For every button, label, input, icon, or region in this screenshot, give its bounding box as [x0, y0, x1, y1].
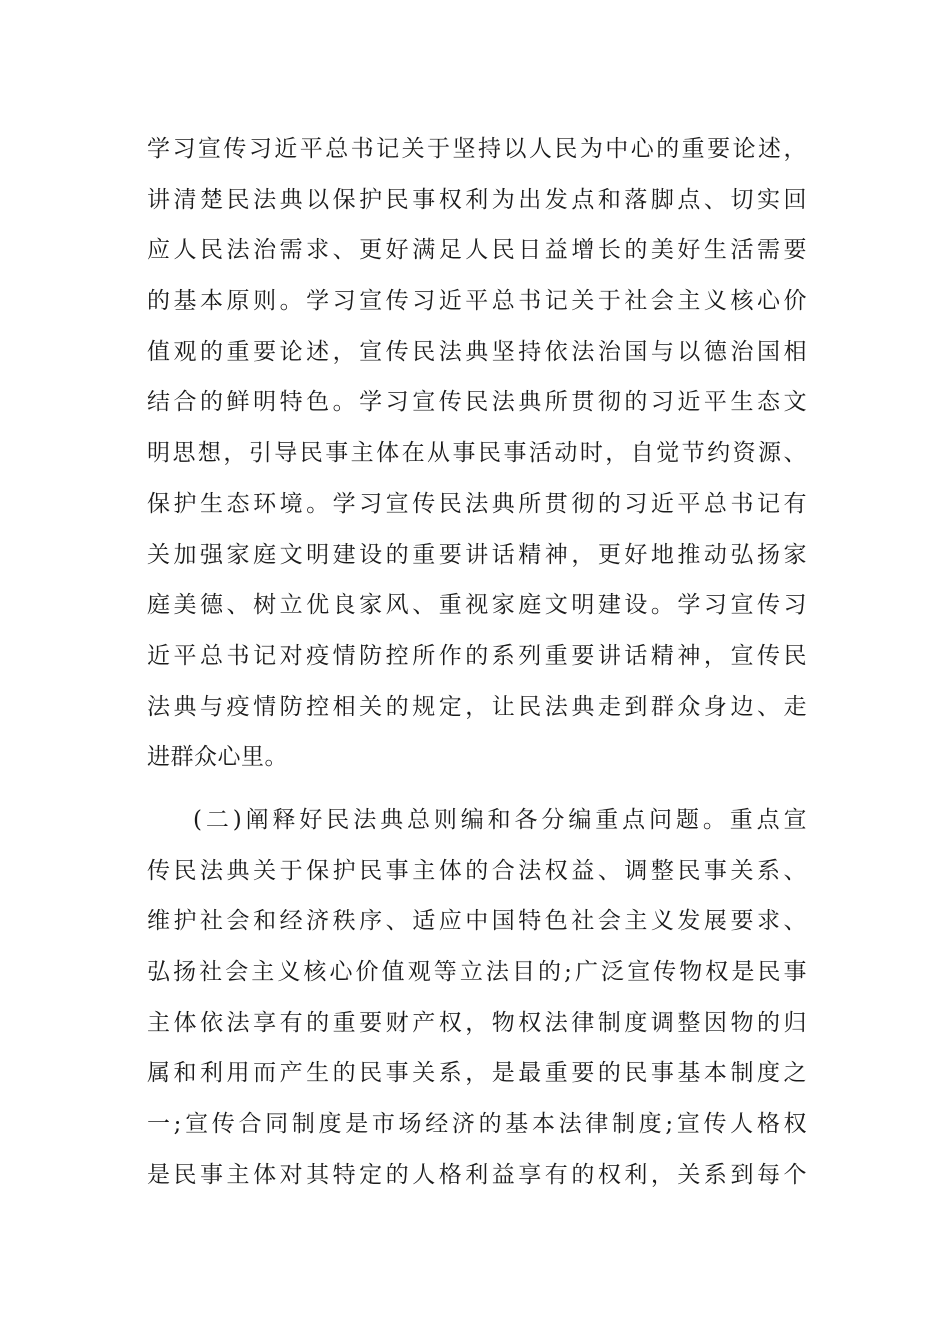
- text-line: 近平总书记对疫情防控所作的系列重要讲话精神，宣传民: [147, 642, 807, 669]
- text-line: 一;宣传合同制度是市场经济的基本法律制度;宣传人格权: [147, 1111, 807, 1138]
- text-line: 弘扬社会主义核心价值观等立法目的;广泛宣传物权是民事: [147, 959, 807, 986]
- text-line: 学习宣传习近平总书记关于坚持以人民为中心的重要论述，: [147, 136, 807, 162]
- text-line: 保护生态环境。学习宣传民法典所贯彻的习近平总书记有: [147, 490, 807, 517]
- text-line: 法典与疫情防控相关的规定，让民法典走到群众身边、走: [147, 693, 807, 720]
- text-line: 值观的重要论述，宣传民法典坚持依法治国与以德治国相: [147, 338, 807, 365]
- body-paragraph: [147, 124, 807, 783]
- text-line: 的基本原则。学习宣传习近平总书记关于社会主义核心价: [147, 288, 807, 315]
- text-line: 讲清楚民法典以保护民事权利为出发点和落脚点、切实回: [147, 186, 807, 213]
- text-line: 关加强家庭文明建设的重要讲话精神，更好地推动弘扬家: [147, 541, 807, 568]
- body-paragraph: [147, 795, 807, 1201]
- text-line: 是民事主体对其特定的人格利益享有的权利，关系到每个: [147, 1161, 807, 1188]
- text-line: 明思想，引导民事主体在从事民事活动时，自觉节约资源、: [147, 440, 807, 467]
- text-line: (二)阐释好民法典总则编和各分编重点问题。重点宣: [193, 807, 807, 833]
- text-line: 庭美德、树立优良家风、重视家庭文明建设。学习宣传习: [147, 592, 807, 619]
- text-line: 属和利用而产生的民事关系，是最重要的民事基本制度之: [147, 1060, 807, 1087]
- text-line: 主体依法享有的重要财产权，物权法律制度调整因物的归: [147, 1009, 807, 1036]
- text-line: 维护社会和经济秩序、适应中国特色社会主义发展要求、: [147, 908, 807, 935]
- text-line: 应人民法治需求、更好满足人民日益增长的美好生活需要: [147, 237, 807, 264]
- text-line: 传民法典关于保护民事主体的合法权益、调整民事关系、: [147, 857, 807, 884]
- text-line: 进群众心里。: [147, 744, 288, 771]
- text-line: 结合的鲜明特色。学习宣传民法典所贯彻的习近平生态文: [147, 389, 807, 416]
